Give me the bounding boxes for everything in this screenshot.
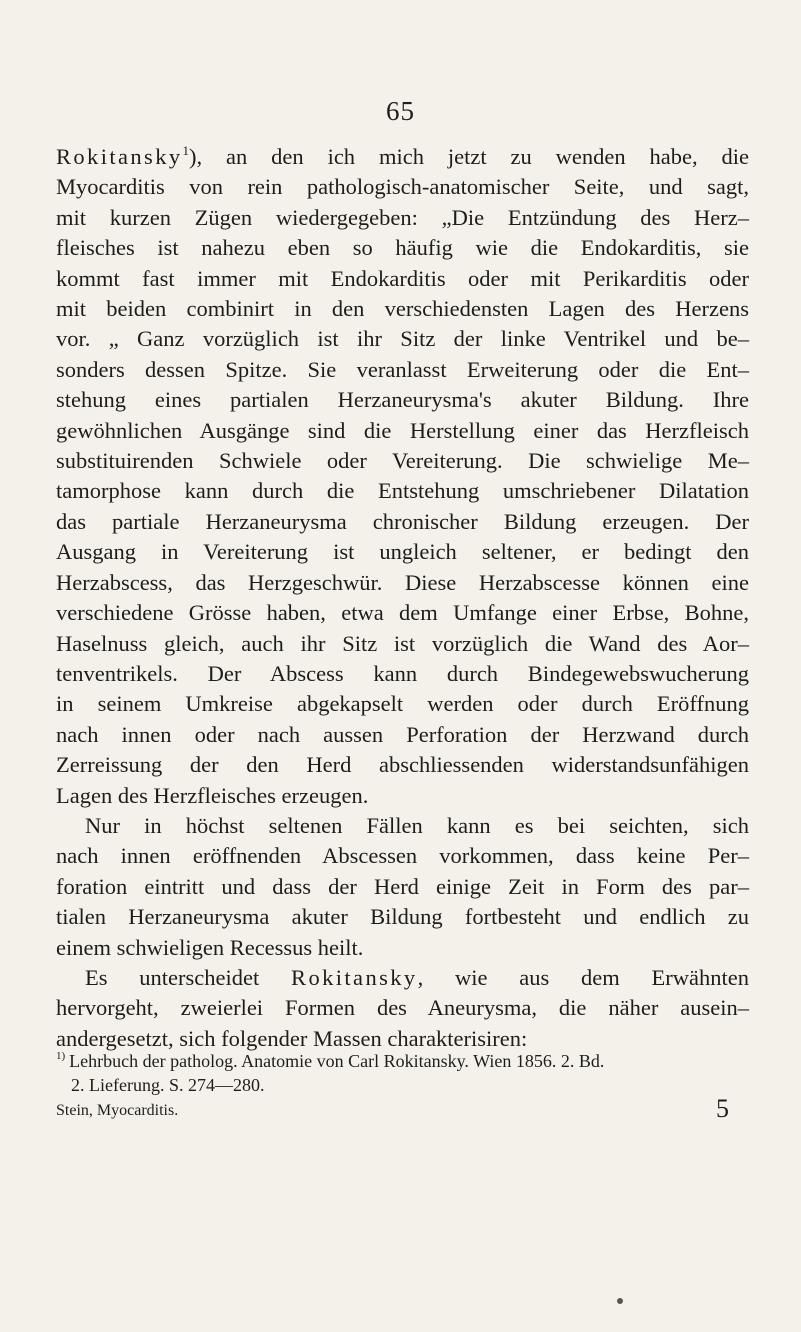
ink-speck [617,1298,623,1304]
text-line-content: das partiale Herzaneurysma chronischer Bildung erzeugen. Der [56,508,749,534]
text-line [56,659,749,689]
text-line: Nur in höchst seltenen Fällen kann es bei seichten, sich [85,812,749,838]
paragraph-2 [56,811,749,963]
text-line [85,963,749,993]
footnotes [56,1049,749,1097]
text-line-content: mit kurzen Zügen wiedergegeben: „Die Entzündung des Herz– [56,204,749,230]
text-line-content: Zerreissung der den Herd abschliessenden widerstandsunfähigen [56,752,749,778]
text-line [56,689,749,719]
text-line [56,355,749,385]
author-name: Rokitansky [291,964,418,990]
paragraph-3 [56,963,749,1054]
text-line: tialen Herzaneurysma akuter Bildung fortbesteht und endlich zu [56,904,749,930]
text-line-content: gewöhnlichen Ausgänge sind die Herstellung einer das Herzfleisch [56,417,749,443]
text-line-content: fleisches ist nahezu eben so häufig wie die Endokarditis, sie [56,235,749,261]
text-line-content: in seinem Umkreise abgekapselt werden oder durch Eröffnung [56,691,749,717]
footnote-line-2: 2. Lieferung. S. 274—280. [71,1075,265,1095]
text-line [56,446,749,476]
body-text [56,142,749,1054]
printer-signature: 5 [716,1094,729,1123]
page-number: 65 [386,96,415,126]
text-line-content: Lagen des Herzfleisches erzeugen. [56,782,369,808]
text-line-content: stehung eines partialen Herzaneurysma's akuter Bildung. Ihre [56,387,749,413]
text-line [56,720,749,750]
text-line-content: substituirenden Schwiele oder Vereiterung. Die schwielige Me– [56,448,749,474]
text-line [56,294,749,324]
text-line-content: Herzabscess, das Herzgeschwür. Diese Herzabscesse können eine [56,569,749,595]
text-line-post: , wie aus dem Erwähnten [417,964,750,990]
text-line-content: tenventrikels. Der Abscess kann durch Bindegewebswucherung [56,660,749,686]
text-line-pre: Es unterscheidet [85,964,260,990]
text-line [56,476,749,506]
text-line-content: verschiedene Grösse haben, etwa dem Umfange einer Erbse, Bohne, [56,600,749,626]
text-line [56,537,749,567]
text-line-content: mit beiden combinirt in den verschiedensten Lagen des Herzens [56,296,749,322]
footnote-line-1: Lehrbuch der patholog. Anatomie von Carl Rokitansky. Wien 1856. 2. Bd. [69,1051,605,1071]
text-line [56,203,749,233]
text-line [56,142,749,172]
text-line-content: Haselnuss gleich, auch ihr Sitz ist vorzüglich die Wand des Aor– [56,630,749,656]
footer-signature-left: Stein, Myocarditis. [56,1102,179,1119]
text-line: nach innen eröffnenden Abscessen vorkommen, dass keine Per– [56,843,749,869]
text-line [56,172,749,202]
text-line: foration eintritt und dass der Herd einige Zeit in Form des par– [56,873,749,899]
text-line [56,233,749,263]
text-line-content: kommt fast immer mit Endokarditis oder mit Perikarditis oder [56,265,749,291]
text-line-content: Ausgang in Vereiterung ist ungleich seltener, er bedingt den [56,539,749,565]
text-line: einem schwieligen Recessus heilt. [56,934,364,960]
text-line-content: vor. „ Ganz vorzüglich ist ihr Sitz der linke Ventrikel und be– [56,326,749,352]
text-line-rest: ), an den ich mich jetzt zu wenden habe, die [189,144,749,169]
text-line [56,568,749,598]
text-line [56,264,749,294]
text-line-content: Myocarditis von rein pathologisch-anatomischer Seite, und sagt, [56,174,749,200]
text-line: hervorgeht, zweierlei Formen des Aneurysma, die näher ausein– [56,995,749,1021]
text-line [56,781,749,811]
text-line [56,629,749,659]
footnote-1 [56,1049,749,1097]
text-line-content: tamorphose kann durch die Entstehung umschriebener Dilatation [56,478,749,504]
text-line-content: sonders dessen Spitze. Sie veranlasst Erweiterung oder die Ent– [56,356,749,382]
text-line [56,598,749,628]
footnote-mark: 1) [56,1050,66,1062]
text-line [56,507,749,537]
paragraph-1 [56,142,749,811]
author-name: Rokitansky [56,144,183,169]
text-line [56,324,749,354]
text-line [56,750,749,780]
text-line [56,385,749,415]
text-line: andergesetzt, sich folgender Massen charakterisiren: [56,1025,528,1051]
text-line-content: nach innen oder nach aussen Perforation der Herzwand durch [56,721,749,747]
text-line [56,416,749,446]
footnote-reference: 1 [182,143,190,158]
